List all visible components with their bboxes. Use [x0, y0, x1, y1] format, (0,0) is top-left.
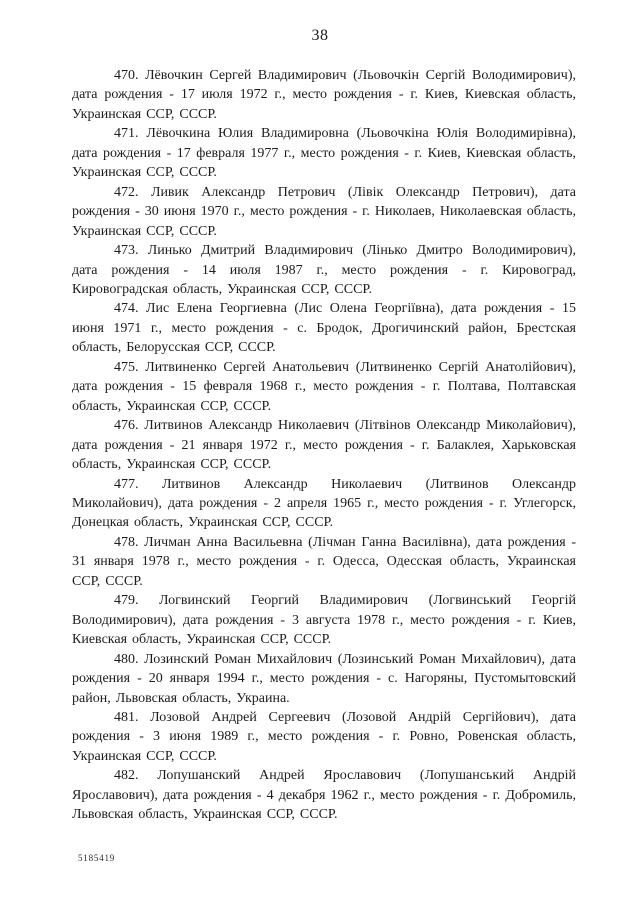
entry-474: 474. Лис Елена Георгиевна (Лис Олена Георгіївна), дата рождения - 15 июня 1971 г., место рождения - с. Бродок, Дрогичинский район, Брестская область, Белорусская ССР, СССР. [72, 301, 576, 356]
document-code: 5185419 [78, 853, 116, 863]
entry-480: 480. Лозинский Роман Михайлович (Лозинський Роман Михайлович), дата рождения - 20 января 1994 г., место рождения - с. Нагоряны, Пустомытовский район, Львовская область, Украина. [72, 651, 576, 706]
entry-472: 472. Ливик Александр Петрович (Лівік Олександр Петрович), дата рождения - 30 июня 1970 г., место рождения - г. Николаев, Николаевская область, Украинская ССР, СССР. [72, 184, 576, 239]
entry-475: 475. Литвиненко Сергей Анатольевич (Литвиненко Сергій Анатолійович), дата рождения - 15 февраля 1968 г., место рождения - г. Полтава, Полтавская область, Украинская ССР, СССР. [72, 359, 576, 414]
page-number: 38 [311, 27, 329, 44]
entry-477: 477. Литвинов Александр Николаевич (Литвинов Олександр Миколайович), дата рождения - 2 апреля 1965 г., место рождения - г. Углегорск, Донецкая область, Украинская ССР, СССР. [72, 476, 576, 531]
entry-478: 478. Личман Анна Васильевна (Лічман Ганна Василівна), дата рождения - 31 января 1978 г., место рождения - г. Одесса, Одесская область, Украинская ССР, СССР. [72, 534, 576, 589]
entry-470: 470. Лёвочкин Сергей Владимирович (Льовочкін Сергій Володимирович), дата рождения - 17 июля 1972 г., место рождения - г. Киев, Киевская область, Украинская ССР, СССР. [72, 68, 576, 122]
entry-473: 473. Линько Дмитрий Владимирович (Лінько Дмитро Володимирович), дата рождения - 14 июля 1987 г., место рождения - г. Кировоград, Кировоградская область, Украинская ССР, СССР. [72, 243, 576, 297]
entry-479: 479. Логвинский Георгий Владимирович (Логвинський Георгій Володимирович), дата рождения - 3 августа 1978 г., место рождения - г. Киев, Киевская область, Украинская ССР, СССР. [72, 593, 576, 648]
entry-471: 471. Лёвочкина Юлия Владимировна (Льовочкіна Юлія Володимирівна), дата рождения - 17 февраля 1977 г., место рождения - г. Киев, Киевская область, Украинская ССР, СССР. [72, 126, 576, 181]
page-header [0, 27, 640, 45]
entry-476: 476. Литвинов Александр Николаевич (Літвінов Олександр Миколайович), дата рождения - 21 января 1972 г., место рождения - г. Балаклея, Харьковская область, Украинская ССР, СССР. [72, 418, 576, 473]
entries-list [72, 66, 576, 825]
page-footer [78, 848, 115, 866]
entry-481: 481. Лозовой Андрей Сергеевич (Лозовой Андрій Сергійович), дата рождения - 3 июня 1989 г., место рождения - г. Ровно, Ровенская область, Украинская ССР, СССР. [72, 709, 576, 764]
entry-482: 482. Лопушанский Андрей Ярославович (Лопушанський Андрій Ярославович), дата рождения - 4 декабря 1962 г., место рождения - г. Добромиль, Львовская область, Украинская ССР, СССР. [72, 768, 576, 823]
